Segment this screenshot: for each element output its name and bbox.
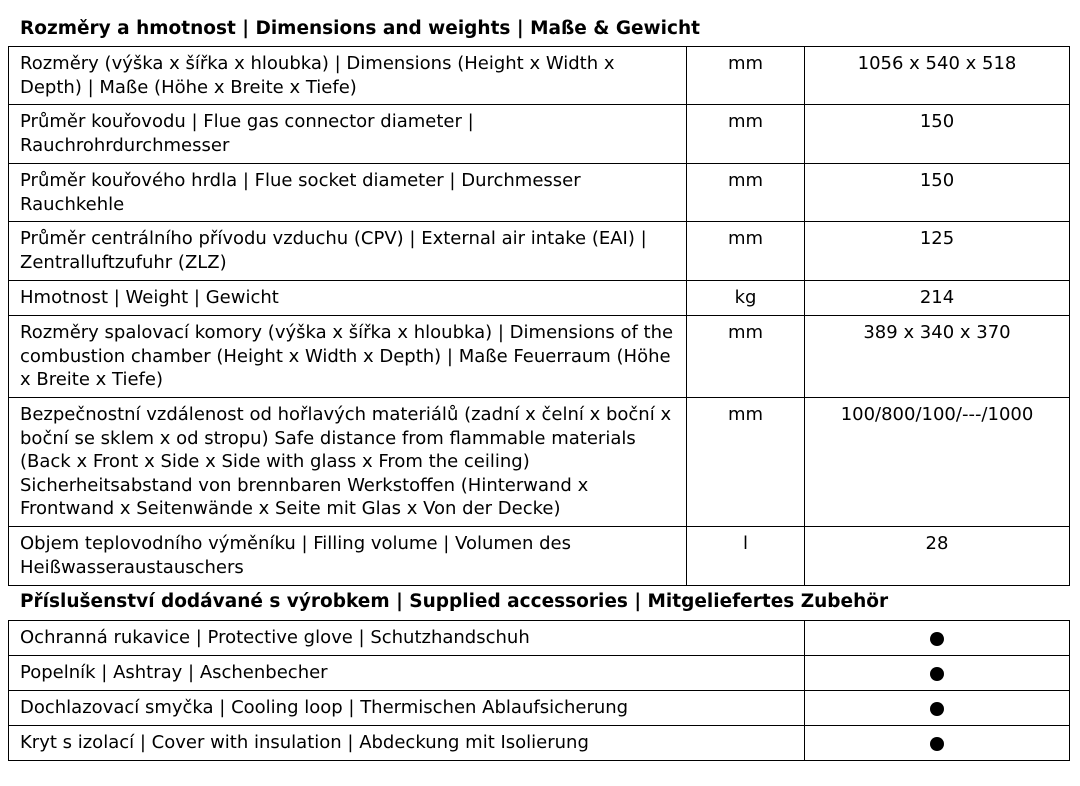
- row-label: Objem teplovodního výměníku | Filling volume | Volumen des Heißwasseraustauschers: [9, 527, 687, 586]
- accessory-label: Kryt s izolací | Cover with insulation | Abdeckung mit Isolierung: [9, 726, 805, 761]
- row-label: Rozměry (výška x šířka x hloubka) | Dimensions (Height x Width x Depth) | Maße (Höhe x Breite x Tiefe): [9, 47, 687, 105]
- row-unit: mm: [687, 47, 805, 105]
- bullet-icon: [930, 702, 944, 716]
- row-unit: l: [687, 527, 805, 586]
- list-item: [9, 656, 1070, 691]
- accessories-section-title: Příslušenství dodávané s výrobkem | Supplied accessories | Mitgeliefertes Zubehör: [20, 591, 889, 612]
- row-unit: kg: [687, 281, 805, 316]
- table-row: [9, 222, 1070, 281]
- table-row: [9, 527, 1070, 586]
- dimensions-section-title: Rozměry a hmotnost | Dimensions and weights | Maße & Gewicht: [20, 18, 700, 39]
- row-label: Bezpečnostní vzdálenost od hořlavých materiálů (zadní x čelní x boční x boční se sklem x od stropu) Safe distance from flammable materials (Back x Front x Side x Side with glass x From the ceiling) Sicherheitsabstand von brennbaren Werkstoffen (Hinterwand x Frontwand x Seitenwände x Seite mit Glas x Von der Decke): [9, 398, 687, 527]
- list-item: [9, 726, 1070, 761]
- list-item: [9, 621, 1070, 656]
- accessories-table: [8, 620, 1070, 761]
- row-label: Průměr centrálního přívodu vzduchu (CPV) | External air intake (EAI) | Zentralluftzufuhr (ZLZ): [9, 222, 687, 281]
- row-unit: mm: [687, 222, 805, 281]
- included-mark: [805, 691, 1070, 726]
- row-label: Rozměry spalovací komory (výška x šířka x hloubka) | Dimensions of the combustion chamber (Height x Width x Depth) | Maße Feuerraum (Höhe x Breite x Tiefe): [9, 316, 687, 398]
- accessory-label: Popelník | Ashtray | Aschenbecher: [9, 656, 805, 691]
- row-unit: mm: [687, 105, 805, 164]
- row-value: 150: [805, 164, 1070, 222]
- bullet-icon: [930, 632, 944, 646]
- row-unit: mm: [687, 164, 805, 222]
- row-value: 1056 x 540 x 518: [805, 47, 1070, 105]
- table-row: [9, 47, 1070, 105]
- row-value: 389 x 340 x 370: [805, 316, 1070, 398]
- accessory-label: Ochranná rukavice | Protective glove | Schutzhandschuh: [9, 621, 805, 656]
- row-value: 150: [805, 105, 1070, 164]
- row-label: Průměr kouřového hrdla | Flue socket diameter | Durchmesser Rauchkehle: [9, 164, 687, 222]
- dimensions-table: [8, 46, 1070, 586]
- table-row: [9, 398, 1070, 527]
- table-row: [9, 316, 1070, 398]
- table-row: [9, 164, 1070, 222]
- included-mark: [805, 656, 1070, 691]
- table-row: [9, 281, 1070, 316]
- row-unit: mm: [687, 398, 805, 527]
- included-mark: [805, 726, 1070, 761]
- included-mark: [805, 621, 1070, 656]
- row-value: 100/800/100/---/1000: [805, 398, 1070, 527]
- table-row: [9, 105, 1070, 164]
- bullet-icon: [930, 737, 944, 751]
- row-value: 125: [805, 222, 1070, 281]
- row-unit: mm: [687, 316, 805, 398]
- accessory-label: Dochlazovací smyčka | Cooling loop | Thermischen Ablaufsicherung: [9, 691, 805, 726]
- row-value: 28: [805, 527, 1070, 586]
- row-value: 214: [805, 281, 1070, 316]
- bullet-icon: [930, 667, 944, 681]
- list-item: [9, 691, 1070, 726]
- row-label: Hmotnost | Weight | Gewicht: [9, 281, 687, 316]
- row-label: Průměr kouřovodu | Flue gas connector diameter | Rauchrohrdurchmesser: [9, 105, 687, 164]
